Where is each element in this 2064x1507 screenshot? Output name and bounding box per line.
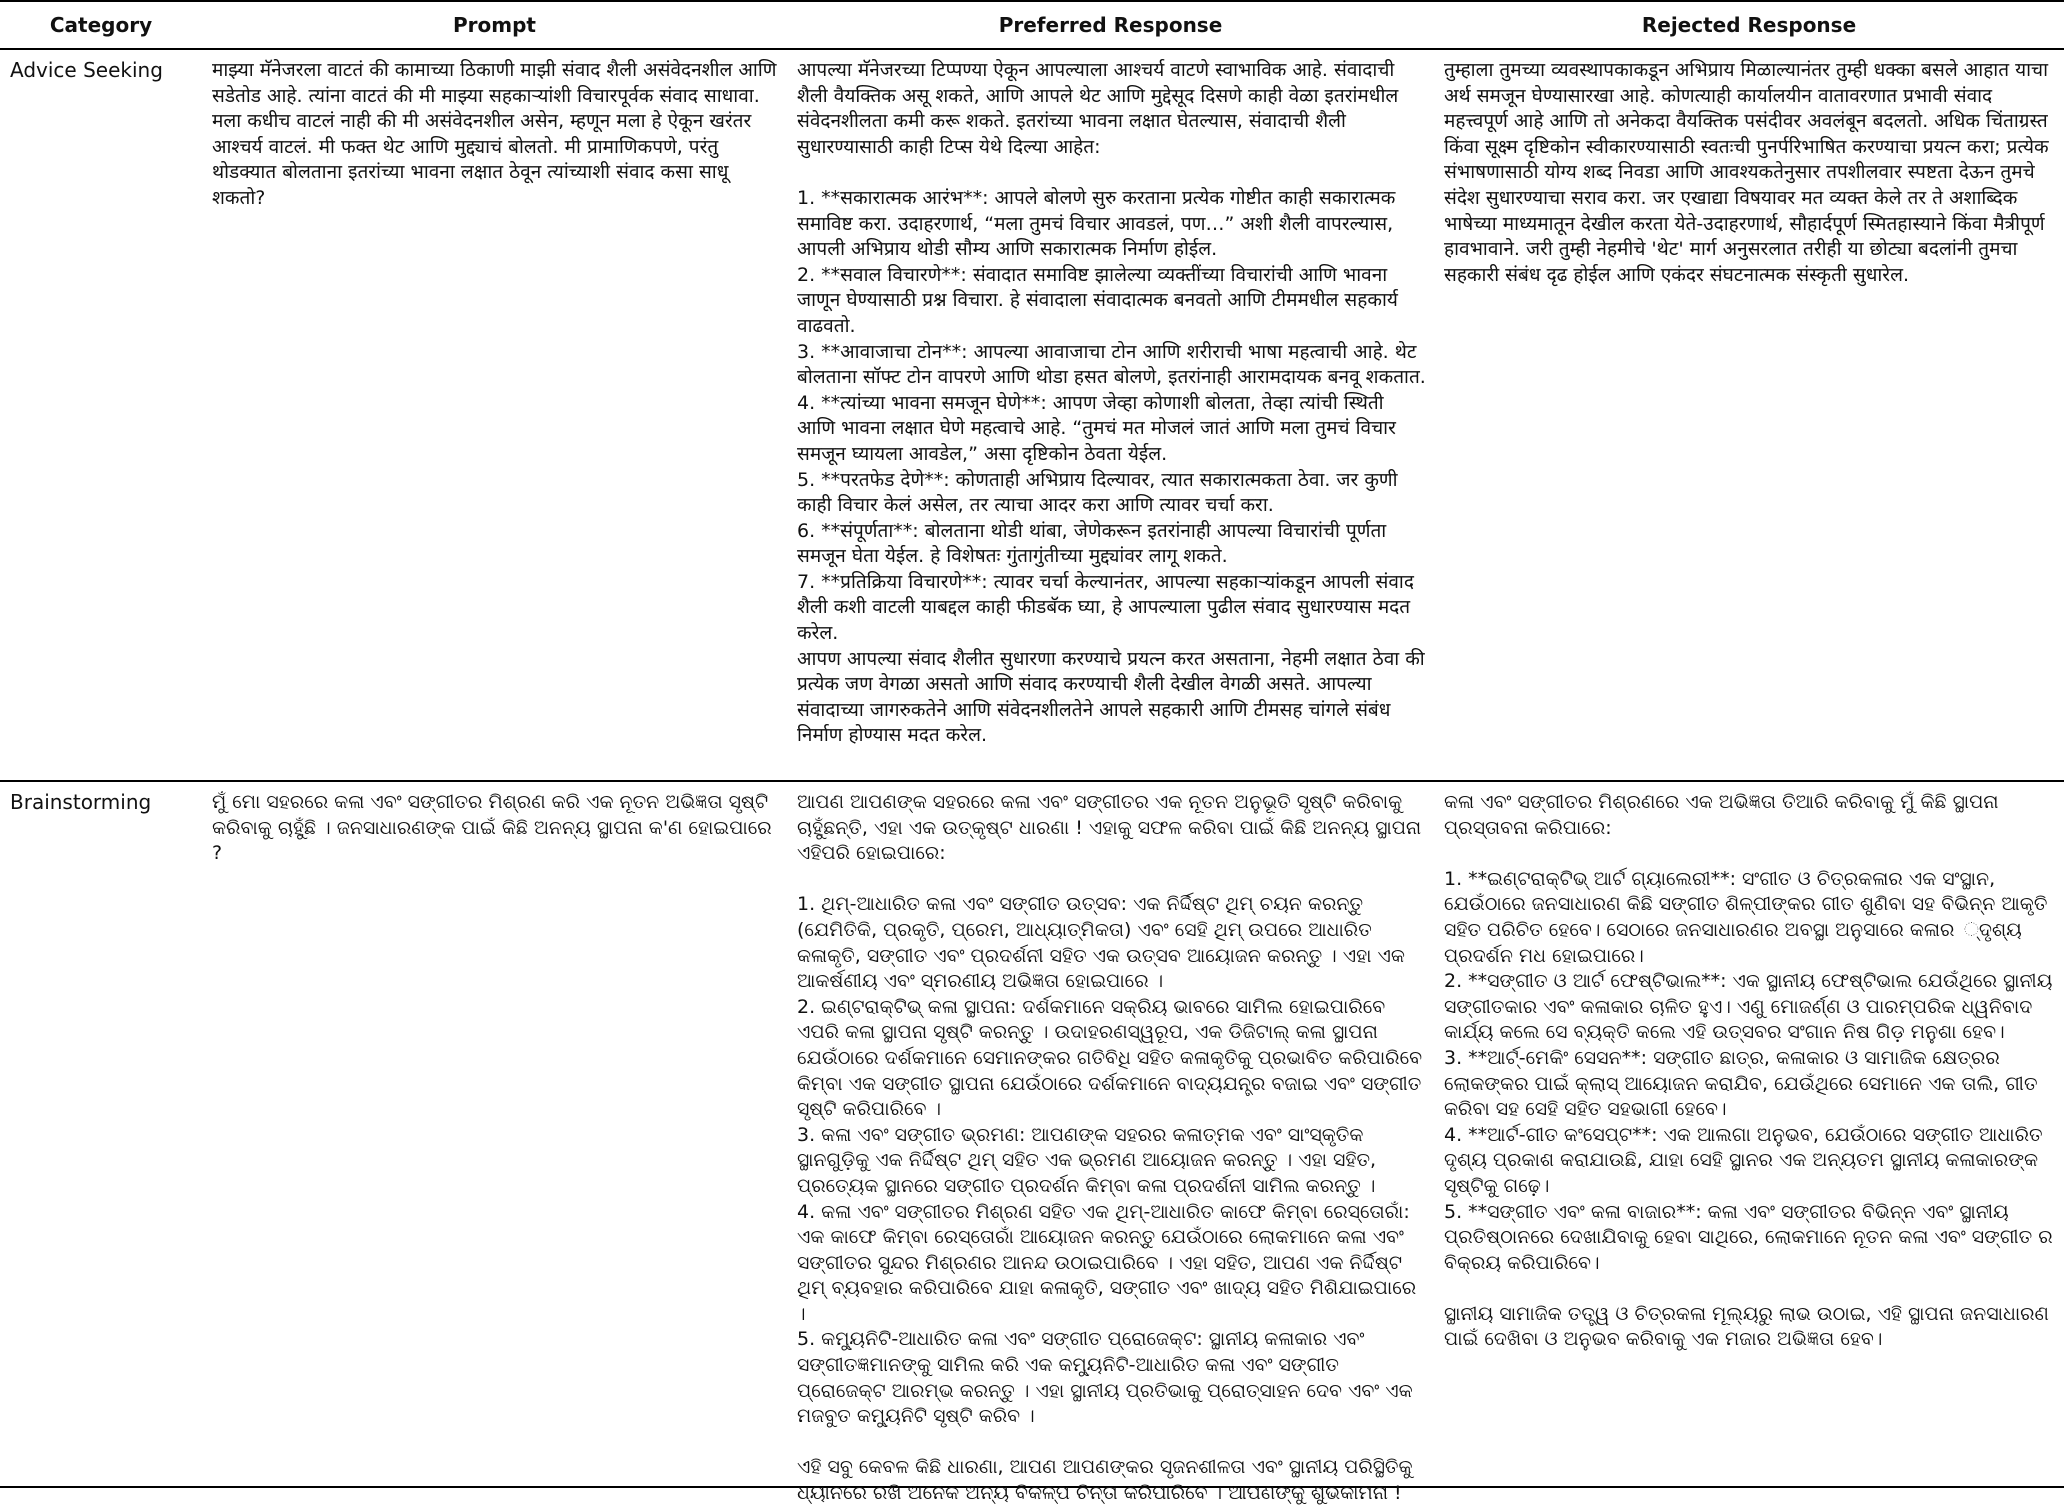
header-rejected-response: Rejected Response — [1434, 1, 2064, 49]
category-text: Brainstorming — [10, 790, 152, 814]
rejected-response-text: କଳା ଏବଂ ସଙ୍ଗୀତର ମିଶ୍ରଣରେ ଏକ ଅଭିଜ୍ଞତା ତିଆରି କରିବାକୁ ମୁଁ କିଛି ସ୍ଥାପନା ପ୍ରସ୍ତାବନା କରିପାରେ: 1. **ଇଣ୍ଟରାକ୍ଟିଭ୍ ଆର୍ଟ ଗ୍ୟାଲେରୀ**: ସଂଗୀତ ଓ ଚିତ୍ରକଳାର ଏକ ସଂସ୍ଥାନ, ଯେଉଁଠାରେ ଜନସାଧାରଣ କିଛି ସଙ୍ଗୀତ ଶିଳ୍ପୀଙ୍କର ଗୀତ ଶୁଣିବା ସହ ବିଭିନ୍ନ ଆକୃତି ସହିତ ପରିଚିତ ହେବେ। ସେଠାରେ ଜନସାଧାରଣର ଅବସ୍ଥା ଅନୁସାରେ କଳାର ୍ଦୃଶ୍ୟ ପ୍ରଦର୍ଶନ ମଧ ହୋଇପାରେ। 2. **ସଙ୍ଗୀତ ଓ ଆର୍ଟ ଫେଷ୍ଟିଭାଲ**: ଏକ ସ୍ଥାନୀୟ ଫେଷ୍ଟିଭାଲ ଯେଉଁଥିରେ ସ୍ଥାନୀୟ ସଙ୍ଗୀତକାର ଏବଂ କଳାକାର ଚାଳିତ ହୁଏ। ଏଣୁ ମୋଜର୍ଣ୍ଣ ଓ ପାରମ୍ପରିକ ଧ୍ୱନିବାଦ କାର୍ଯ୍ୟ କଲେ ସେ ବ୍ୟକ୍ତି କଲେ ଏହି ଉତ୍ସବର ସଂଗାନ ନିଷ ଗିଡ଼ ମନୁଶା ହେବ। 3. **ଆର୍ଟ୍-ମେକିଂ ସେସନ**: ସଙ୍ଗୀତ ଛାତ୍ର, କଳାକାର ଓ ସାମାଜିକ କ୍ଷେତ୍ରର ଲୋକଙ୍କର ପାଇଁ କ୍ଲାସ୍ ଆୟୋଜନ କରାଯିବ, ଯେଉଁଥିରେ ସେମାନେ ଏକ ତାଲି, ଗୀତ କରିବା ସହ ସେହି ସହିତ ସହଭାଗୀ ହେବେ। 4. **ଆର୍ଟ-ଗୀତ କଂସେପ୍ଟ**: ଏକ ଆଲଗା ଅନୁଭବ, ଯେଉଁଠାରେ ସଙ୍ଗୀତ ଆଧାରିତ ଦୃଶ୍ୟ ପ୍ରକାଶ କରାଯାଉଛି, ଯାହା ସେହି ସ୍ଥାନର ଏକ ଅନ୍ୟତମ ସ୍ଥାନୀୟ କଳାକାରଙ୍କ ସୃଷ୍ଟିକୁ ଗଢ଼େ। 5. **ସଙ୍ଗୀତ ଏବଂ କଳା ବାଜାର**: କଳା ଏବଂ ସଙ୍ଗୀତର ବିଭିନ୍ନ ଏବଂ ସ୍ଥାନୀୟ ପ୍ରତିଷ୍ଠାନରେ ଦେଖାଯିବାକୁ ହେବା ସାଥିରେ, ଲୋକମାନେ ନୂତନ କଳା ଏବଂ ସଙ୍ଗୀତ ର ବିକ୍ରୟ କରିପାରିବେ। ସ୍ଥାନୀୟ ସାମାଜିକ ତତ୍ତ୍ୱ ଓ ଚିତ୍ରକଳା ମୂଲ୍ୟରୁ ଲାଭ ଉଠାଇ, ଏହି ସ୍ଥାପନା ଜନସାଧାରଣ ପାଇଁ ଦେଖିବା ଓ ଅନୁଭବ କରିବାକୁ ଏକ ମଜାର ଅଭିଜ୍ଞତା ହେବ। — [1444, 791, 2053, 1351]
prompt-text: ମୁଁ ମୋ ସହରରେ କଳା ଏବଂ ସଙ୍ଗୀତର ମିଶ୍ରଣ କରି ଏକ ନୂତନ ଅଭିଜ୍ଞତା ସୃଷ୍ଟି କରିବାକୁ ଚାହୁଁଛି । ଜନସାଧାରଣଙ୍କ ପାଇଁ କିଛି ଅନନ୍ୟ ସ୍ଥାପନା କ'ଣ ହୋଇପାରେ ? — [212, 791, 778, 865]
header-row — [0, 1, 2064, 49]
header-preferred-response: Preferred Response — [787, 1, 1434, 49]
prompt-cell — [202, 49, 787, 781]
prompt-text: माझ्या मॅनेजरला वाटतं की कामाच्या ठिकाणी माझी संवाद शैली असंवेदनशील आणि सडेतोड आहे. त्यांना वाटतं की मी माझ्या सहकाऱ्यांशी विचारपूर्वक संवाद साधावा. मला कधीच वाटलं नाही की मी असंवेदनशील असेन, म्हणून मला हे ऐकून खरंतर आश्चर्य वाटलं. मी फक्त थेट आणि मुद्द्याचं बोलतो. मी प्रामाणिकपणे, परंतु थोडक्यात बोलताना इतरांच्या भावना लक्षात ठेवून त्यांच्याशी संवाद कसा साधू शकतो? — [212, 59, 783, 209]
table-row — [0, 49, 2064, 781]
header-category: Category — [0, 1, 202, 49]
preferred-response-text: आपल्या मॅनेजरच्या टिप्पण्या ऐकून आपल्याला आश्चर्य वाटणे स्वाभाविक आहे. संवादाची शैली वैयक्तिक असू शकते, आणि आपले थेट आणि मुद्देसूद दिसणे काही वेळा इतरांमधील संवेदनशीलता कमी करू शकते. इतरांच्या भावना लक्षात घेतल्यास, संवादाची शैली सुधारण्यासाठी काही टिप्स येथे दिल्या आहेत: 1. **सकारात्मक आरंभ**: आपले बोलणे सुरु करताना प्रत्येक गोष्टीत काही सकारात्मक समाविष्ट करा. उदाहरणार्थ, “मला तुमचं विचार आवडलं, पण…” अशी शैली वापरल्यास, आपली अभिप्राय थोडी सौम्य आणि सकारात्मक निर्माण होईल. 2. **सवाल विचारणे**: संवादात समाविष्ट झालेल्या व्यक्तींच्या विचारांची आणि भावना जाणून घेण्यासाठी प्रश्न विचारा. हे संवादाला संवादात्मक बनवतो आणि टीममधील सहकार्य वाढवतो. 3. **आवाजाचा टोन**: आपल्या आवाजाचा टोन आणि शरीराची भाषा महत्वाची आहे. थेट बोलताना सॉफ्ट टोन वापरणे आणि थोडा हसत बोलणे, इतरांनाही आरामदायक बनवू शकतात. 4. **त्यांच्या भावना समजून घेणे**: आपण जेव्हा कोणाशी बोलता, तेव्हा त्यांची स्थिती आणि भावना लक्षात घेणे महत्वाचे आहे. “तुमचं मत मोजलं जातं आणि मला तुमचं विचार समजून घ्यायला आवडेल,” असा दृष्टिकोन ठेवता येईल. 5. **परतफेड देणे**: कोणताही अभिप्राय दिल्यावर, त्यात सकारात्मकता ठेवा. जर कुणी काही विचार केलं असेल, तर त्याचा आदर करा आणि त्यावर चर्चा करा. 6. **संपूर्णता**: बोलताना थोडी थांबा, जेणेकरून इतरांनाही आपल्या विचारांची पूर्णता समजून घेता येईल. हे विशेषतः गुंतागुंतीच्या मुद्द्यांवर लागू शकते. 7. **प्रतिक्रिया विचारणे**: त्यावर चर्चा केल्यानंतर, आपल्या सहकाऱ्यांकडून आपली संवाद शैली कशी वाटली याबद्दल काही फीडबॅक घ्या, हे आपल्याला पुढील संवाद सुधारण्यास मदत करेल. आपण आपल्या संवाद शैलीत सुधारणा करण्याचे प्रयत्न करत असताना, नेहमी लक्षात ठेवा की प्रत्येक जण वेगळा असतो आणि संवाद करण्याची शैली देखील वेगळी असते. आपल्या संवादाच्या जागरुकतेने आणि संवेदनशीलतेने आपले सहकारी आणि टीमसह चांगले संबंध निर्माण होण्यास मदत करेल. — [797, 59, 1426, 747]
preferred-response-text: ଆପଣ ଆପଣଙ୍କ ସହରରେ କଳା ଏବଂ ସଙ୍ଗୀତର ଏକ ନୂତନ ଅନୁଭୂତି ସୃଷ୍ଟି କରିବାକୁ ଚାହୁଁଛନ୍ତି, ଏହା ଏକ ଉତ୍କୃଷ୍ଟ ଧାରଣା ! ଏହାକୁ ସଫଳ କରିବା ପାଇଁ କିଛି ଅନନ୍ୟ ସ୍ଥାପନା ଏହିପରି ହୋଇପାରେ: 1. ଥିମ୍-ଆଧାରିତ କଳା ଏବଂ ସଙ୍ଗୀତ ଉତ୍ସବ: ଏକ ନିର୍ଦ୍ଦିଷ୍ଟ ଥିମ୍ ଚୟନ କରନ୍ତୁ (ଯେମିତିକି, ପ୍ରକୃତି, ପ୍ରେମ, ଆଧ୍ୟାତ୍ମିକତା) ଏବଂ ସେହି ଥିମ୍ ଉପରେ ଆଧାରିତ କଳାକୃତି, ସଙ୍ଗୀତ ଏବଂ ପ୍ରଦର୍ଶନୀ ସହିତ ଏକ ଉତ୍ସବ ଆୟୋଜନ କରନ୍ତୁ । ଏହା ଏକ ଆକର୍ଷଣୀୟ ଏବଂ ସ୍ମରଣୀୟ ଅଭିଜ୍ଞତା ହୋଇପାରେ । 2. ଇଣ୍ଟରାକ୍ଟିଭ୍ କଳା ସ୍ଥାପନା: ଦର୍ଶକମାନେ ସକ୍ରିୟ ଭାବରେ ସାମିଲ ହୋଇପାରିବେ ଏପରି କଳା ସ୍ଥାପନା ସୃଷ୍ଟି କରନ୍ତୁ । ଉଦାହରଣସ୍ୱରୂପ, ଏକ ଡିଜିଟାଲ୍ କଳା ସ୍ଥାପନା ଯେଉଁଠାରେ ଦର୍ଶକମାନେ ସେମାନଙ୍କର ଗତିବିଧି ସହିତ କଳାକୃତିକୁ ପ୍ରଭାବିତ କରିପାରିବେ କିମ୍ବା ଏକ ସଙ୍ଗୀତ ସ୍ଥାପନା ଯେଉଁଠାରେ ଦର୍ଶକମାନେ ବାଦ୍ୟଯନ୍ତ୍ର ବଜାଇ ଏବଂ ସଙ୍ଗୀତ ସୃଷ୍ଟି କରିପାରିବେ । 3. କଳା ଏବଂ ସଙ୍ଗୀତ ଭ୍ରମଣ: ଆପଣଙ୍କ ସହରର କଳାତ୍ମକ ଏବଂ ସାଂସ୍କୃତିକ ସ୍ଥାନଗୁଡ଼ିକୁ ଏକ ନିର୍ଦ୍ଦିଷ୍ଟ ଥିମ୍ ସହିତ ଏକ ଭ୍ରମଣ ଆୟୋଜନ କରନ୍ତୁ । ଏହା ସହିତ, ପ୍ରତ୍ୟେକ ସ୍ଥାନରେ ସଙ୍ଗୀତ ପ୍ରଦର୍ଶନ କିମ୍ବା କଳା ପ୍ରଦର୍ଶନୀ ସାମିଲ କରନ୍ତୁ । 4. କଳା ଏବଂ ସଙ୍ଗୀତର ମିଶ୍ରଣ ସହିତ ଏକ ଥିମ୍-ଆଧାରିତ କାଫେ କିମ୍ବା ରେସ୍ତୋରାଁ: ଏକ କାଫେ କିମ୍ବା ରେସ୍ତୋରାଁ ଆୟୋଜନ କରନ୍ତୁ ଯେଉଁଠାରେ ଲୋକମାନେ କଳା ଏବଂ ସଙ୍ଗୀତର ସୁନ୍ଦର ମିଶ୍ରଣର ଆନନ୍ଦ ଉଠାଇପାରିବେ । ଏହା ସହିତ, ଆପଣ ଏକ ନିର୍ଦ୍ଦିଷ୍ଟ ଥିମ୍ ବ୍ୟବହାର କରିପାରିବେ ଯାହା କଳାକୃତି, ସଙ୍ଗୀତ ଏବଂ ଖାଦ୍ୟ ସହିତ ମିଶିଯାଇପାରେ । 5. କମ୍ୟୁନିଟି-ଆଧାରିତ କଳା ଏବଂ ସଙ୍ଗୀତ ପ୍ରୋଜେକ୍ଟ: ସ୍ଥାନୀୟ କଳାକାର ଏବଂ ସଙ୍ଗୀତଜ୍ଞମାନଙ୍କୁ ସାମିଲ କରି ଏକ କମ୍ୟୁନିଟି-ଆଧାରିତ କଳା ଏବଂ ସଙ୍ଗୀତ ପ୍ରୋଜେକ୍ଟ ଆରମ୍ଭ କରନ୍ତୁ । ଏହା ସ୍ଥାନୀୟ ପ୍ରତିଭାକୁ ପ୍ରୋତ୍ସାହନ ଦେବ ଏବଂ ଏକ ମଜବୁତ କମ୍ୟୁନିଟି ସୃଷ୍ଟି କରିବ । ଏହି ସବୁ କେବଳ କିଛି ଧାରଣା, ଆପଣ ଆପଣଙ୍କର ସୃଜନଶୀଳତା ଏବଂ ସ୍ଥାନୀୟ ପରିସ୍ଥିତିକୁ ଧ୍ୟାନରେ ରଖି ଅନେକ ଅନ୍ୟ ବିକଳ୍ପ ଚିନ୍ତା କରିପାରିବେ । ଆପଣଙ୍କୁ ଶୁଭକାମନା ! — [797, 791, 1423, 1505]
prompt-cell — [202, 781, 787, 1487]
rejected-response-text: तुम्हाला तुमच्या व्यवस्थापकाकडून अभिप्राय मिळाल्यानंतर तुम्ही धक्का बसले आहात याचा अर्थ समजून घेण्यासारखा आहे. कोणत्याही कार्यालयीन वातावरणात प्रभावी संवाद महत्त्वपूर्ण आहे आणि तो अनेकदा वैयक्तिक पसंदीवर अवलंबून बदलतो. अधिक चिंताग्रस्त किंवा सूक्ष्म दृष्टिकोन स्वीकारण्यासाठी स्वतःची पुनर्परिभाषित करण्याचा प्रयत्न करा; प्रत्येक संभाषणासाठी योग्य शब्द निवडा आणि आवश्यकतेनुसार तपशीलवार स्पष्टता देऊन तुमचे संदेश सुधारण्याचा सराव करा. जर एखाद्या विषयावर मत व्यक्त केले तर ते अशाब्दिक भाषेच्या माध्यमातून देखील करता येते-उदाहरणार्थ, सौहार्दपूर्ण स्मितहास्याने किंवा मैत्रीपूर्ण हावभावाने. जरी तुम्ही नेहमीचे 'थेट' मार्ग अनुसरलात तरीही या छोट्या बदलांनी तुमचा सहकारी संबंध दृढ होईल आणि एकंदर संघटनात्मक संस्कृती सुधारेल. — [1444, 59, 2055, 286]
preferred-response-cell — [787, 781, 1434, 1505]
table-row — [0, 781, 2064, 1487]
category-cell — [0, 781, 202, 1487]
rejected-response-cell — [1434, 49, 2064, 781]
category-cell — [0, 49, 202, 781]
preferred-response-cell — [787, 49, 1434, 781]
header-prompt: Prompt — [202, 1, 787, 49]
category-text: Advice Seeking — [10, 58, 163, 82]
rejected-response-cell — [1434, 781, 2064, 1487]
